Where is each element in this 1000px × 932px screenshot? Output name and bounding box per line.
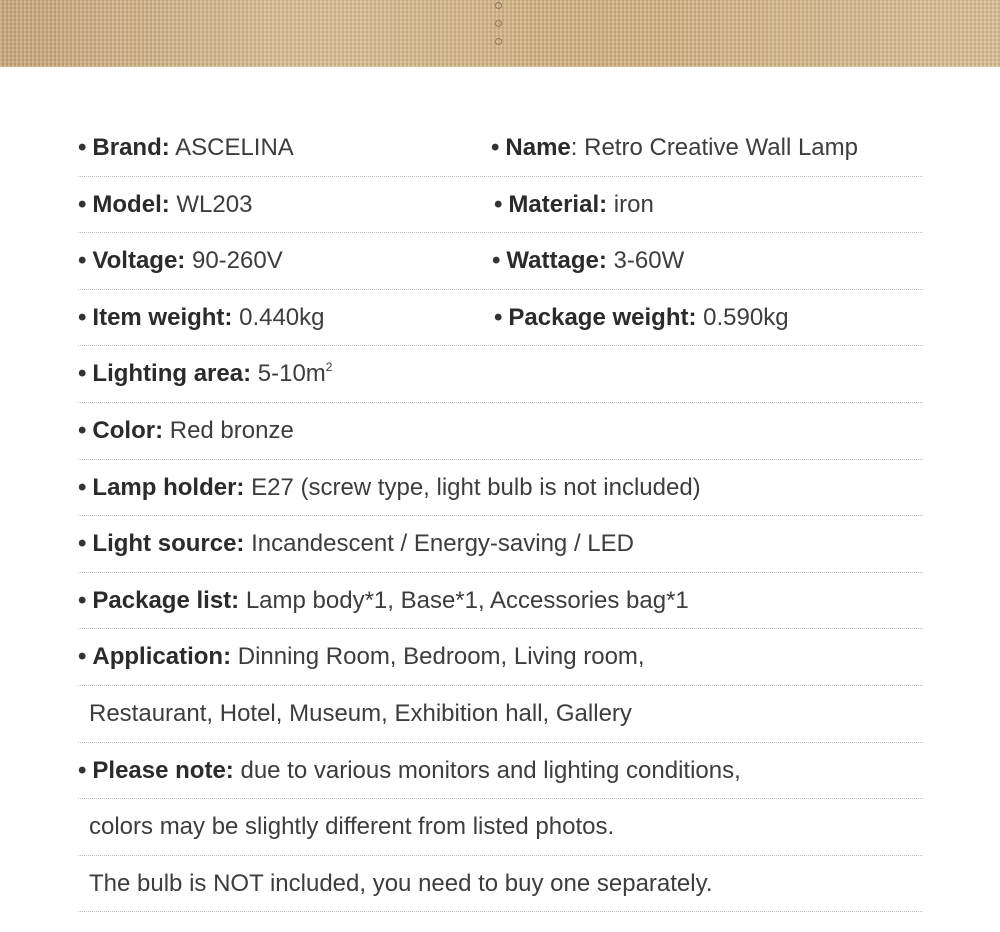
- application-continuation: Restaurant, Hotel, Museum, Exhibition hall, Gallery: [89, 699, 632, 727]
- spec-separator: :: [570, 134, 578, 161]
- spec-row: [78, 233, 923, 290]
- spec-light-source: [78, 516, 634, 572]
- spec-value: 0.440kg: [239, 303, 325, 331]
- spec-value: E27 (screw type, light bulb is not included): [251, 473, 701, 501]
- spec-label: Wattage:: [506, 247, 607, 275]
- fabric-banner: [0, 0, 1000, 67]
- carousel-dot[interactable]: [495, 38, 502, 45]
- spec-value: 90-260V: [191, 247, 283, 275]
- bullet: •: [78, 303, 87, 331]
- spec-value: iron: [613, 190, 654, 218]
- spec-note: [78, 743, 741, 799]
- spec-value: Incandescent / Energy-saving / LED: [251, 530, 634, 558]
- spec-model: [78, 177, 252, 233]
- spec-lighting-area: [78, 346, 332, 402]
- spec-row: [78, 460, 923, 517]
- spec-value: Lamp body*1, Base*1, Accessories bag*1: [245, 586, 689, 614]
- spec-row: [78, 290, 923, 347]
- bullet: •: [491, 134, 500, 161]
- spec-value: Dinning Room, Bedroom, Living room,: [237, 643, 645, 671]
- spec-value: WL203: [176, 190, 253, 218]
- spec-value: Red bronze: [169, 416, 294, 444]
- bullet: •: [78, 360, 87, 388]
- spec-row: [78, 177, 923, 234]
- carousel-dots: [495, 2, 505, 56]
- spec-label: Light source:: [92, 530, 245, 558]
- spec-name: [491, 120, 858, 176]
- bullet: •: [78, 416, 87, 444]
- carousel-dot[interactable]: [495, 2, 502, 9]
- spec-material: [494, 177, 654, 233]
- spec-row-continuation: [78, 799, 923, 856]
- spec-brand: [78, 120, 294, 176]
- carousel-dot[interactable]: [495, 20, 502, 27]
- spec-row: [78, 743, 923, 800]
- spec-row-continuation: [78, 686, 923, 743]
- note-continuation: The bulb is NOT included, you need to buy one separately.: [89, 869, 713, 897]
- spec-value: ASCELINA: [175, 134, 294, 161]
- spec-list: [78, 120, 923, 912]
- spec-row: [78, 120, 923, 177]
- spec-row: [78, 403, 923, 460]
- bullet: •: [78, 473, 87, 501]
- spec-value: 3-60W: [613, 247, 685, 275]
- spec-package-weight: [494, 290, 789, 346]
- spec-label: Lamp holder:: [92, 473, 245, 501]
- spec-value: 0.590kg: [703, 303, 789, 331]
- spec-row: [78, 629, 923, 686]
- spec-label: Lighting area:: [92, 360, 252, 388]
- spec-color: [78, 403, 294, 459]
- bullet: •: [78, 247, 87, 275]
- spec-lamp-holder: [78, 460, 701, 516]
- spec-label: Package list:: [92, 586, 240, 614]
- spec-package-list: [78, 573, 689, 629]
- spec-row-continuation: [78, 856, 923, 913]
- spec-item-weight: [78, 290, 325, 346]
- spec-value: 5-10m: [257, 360, 326, 388]
- spec-label: Brand:: [92, 134, 170, 161]
- spec-wattage: [492, 233, 684, 289]
- bullet: •: [78, 643, 87, 671]
- spec-label: Item weight:: [92, 303, 233, 331]
- spec-label: Please note:: [92, 756, 234, 784]
- spec-label: Model:: [92, 190, 170, 218]
- spec-row: [78, 573, 923, 630]
- bullet: •: [492, 247, 501, 275]
- spec-voltage: [78, 233, 283, 289]
- spec-row: [78, 516, 923, 573]
- spec-row: [78, 346, 923, 403]
- bullet: •: [78, 190, 87, 218]
- spec-label: Name: [505, 134, 571, 161]
- bullet: •: [78, 530, 87, 558]
- bullet: •: [78, 134, 87, 161]
- spec-label: Application:: [92, 643, 232, 671]
- spec-label: Package weight:: [508, 303, 697, 331]
- superscript: 2: [325, 360, 333, 375]
- bullet: •: [78, 756, 87, 784]
- spec-value: Retro Creative Wall Lamp: [584, 134, 858, 161]
- spec-label: Voltage:: [92, 247, 186, 275]
- bullet: •: [494, 303, 503, 331]
- bullet: •: [494, 190, 503, 218]
- spec-application: [78, 629, 645, 685]
- spec-value: due to various monitors and lighting conditions,: [240, 756, 741, 784]
- spec-label: Material:: [508, 190, 608, 218]
- spec-label: Color:: [92, 416, 164, 444]
- bullet: •: [78, 586, 87, 614]
- note-continuation: colors may be slightly different from listed photos.: [89, 813, 615, 841]
